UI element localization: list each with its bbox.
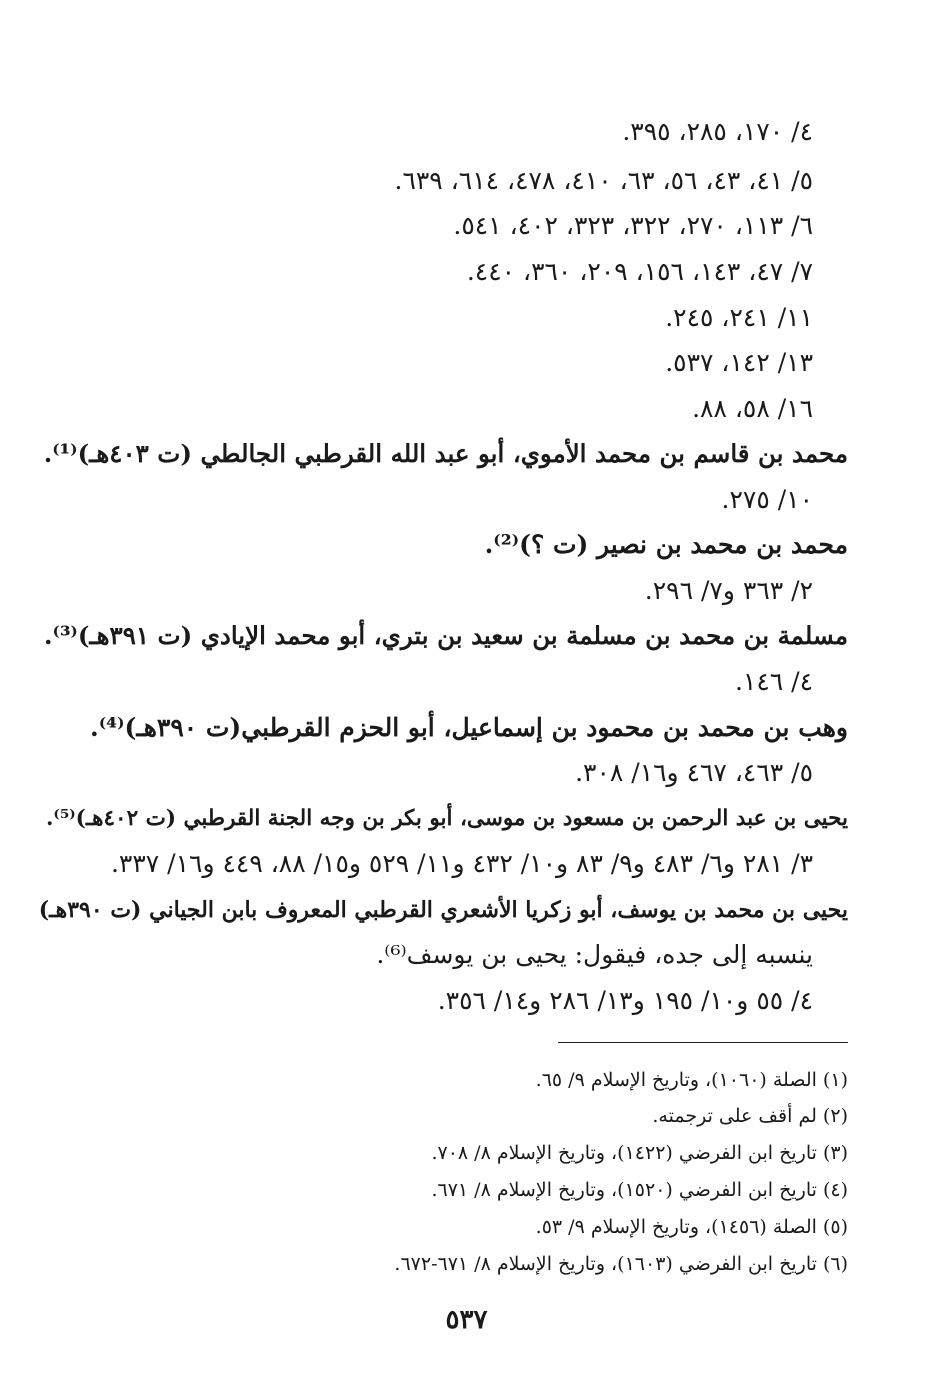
reference-line: ١٠/ ٢٧٥. [721, 485, 813, 514]
reference-line: ٥/ ٤٦٣، ٤٦٧ و١٦/ ٣٠٨. [575, 758, 813, 787]
biography-entry: يحيى بن عبد الرحمن بن مسعود بن موسى، أبو بكر بن وجه الجنة القرطبي (ت ٤٠٢هـ)⁽⁵⁾. [45, 806, 848, 831]
footnote: (٣) تاريخ ابن الفرضي (١٤٢٢)، وتاريخ الإسلام ٨/ ٧٠٨. [431, 1142, 848, 1164]
footnote: (٢) لم أقف على ترجمته. [652, 1105, 848, 1127]
biography-entry: محمد بن محمد بن نصير (ت ؟)⁽²⁾. [484, 530, 848, 559]
biography-entry: محمد بن قاسم بن محمد الأموي، أبو عبد الله القرطبي الجالطي (ت ٤٠٣هـ)⁽¹⁾. [43, 439, 848, 468]
footnote: (٤) تاريخ ابن الفرضي (١٥٢٠)، وتاريخ الإسلام ٨/ ٦٧١. [431, 1179, 848, 1201]
reference-line: ٤/ ٥٥ و١٠/ ١٩٥ و١٣/ ٢٨٦ و١٤/ ٣٥٦. [437, 986, 813, 1015]
biography-entry: وهب بن محمد بن محمود بن إسماعيل، أبو الحزم القرطبي(ت ٣٩٠هـ)⁽⁴⁾. [89, 713, 848, 742]
biography-entry-continuation: ينسبه إلى جده، فيقول: يحيى بن يوسف⁽⁶⁾. [376, 940, 813, 969]
reference-line: ٦/ ١١٣، ٢٧٠، ٣٢٢، ٣٢٣، ٤٠٢، ٥٤١. [453, 211, 813, 240]
reference-line: ٣/ ٢٨١ و٦/ ٤٨٣ و٩/ ٨٣ و١٠/ ٤٣٢ و١١/ ٥٢٩ و١٥/ ٨٨، ٤٤٩ و١٦/ ٣٣٧. [110, 849, 813, 878]
footnote: (١) الصلة (١٠٦٠)، وتاريخ الإسلام ٩/ ٦٥. [535, 1069, 848, 1091]
reference-line: ٥/ ٤١، ٤٣، ٥٦، ٦٣، ٤١٠، ٤٧٨، ٦١٤، ٦٣٩. [394, 166, 813, 195]
reference-line: ١١/ ٢٤١، ٢٤٥. [665, 303, 813, 332]
footnote: (٥) الصلة (١٤٥٦)، وتاريخ الإسلام ٩/ ٥٣. [535, 1216, 848, 1238]
page-number: ٥٣٧ [445, 1305, 488, 1335]
reference-line: ٤/ ١٤٦. [734, 667, 813, 696]
reference-line: ١٣/ ١٤٢، ٥٣٧. [665, 348, 813, 377]
reference-line: ١٦/ ٥٨، ٨٨. [692, 394, 813, 423]
reference-line: ٤/ ١٧٠، ٢٨٥، ٣٩٥. [622, 117, 813, 146]
biography-entry: مسلمة بن محمد بن مسلمة بن سعيد بن بتري، أبو محمد الإيادي (ت ٣٩١هـ)⁽³⁾. [43, 621, 848, 650]
reference-line: ٢/ ٣٦٣ و٧/ ٢٩٦. [644, 576, 813, 605]
biography-entry: يحيى بن محمد بن يوسف، أبو زكريا الأشعري القرطبي المعروف بابن الجياني (ت ٣٩٠هـ) [38, 897, 848, 923]
footnote-divider [558, 1042, 848, 1043]
footnote: (٦) تاريخ ابن الفرضي (١٦٠٣)، وتاريخ الإسلام ٨/ ٦٧١-٦٧٢. [394, 1253, 848, 1275]
reference-line: ٧/ ٤٧، ١٤٣، ١٥٦، ٢٠٩، ٣٦٠، ٤٤٠. [466, 257, 813, 286]
